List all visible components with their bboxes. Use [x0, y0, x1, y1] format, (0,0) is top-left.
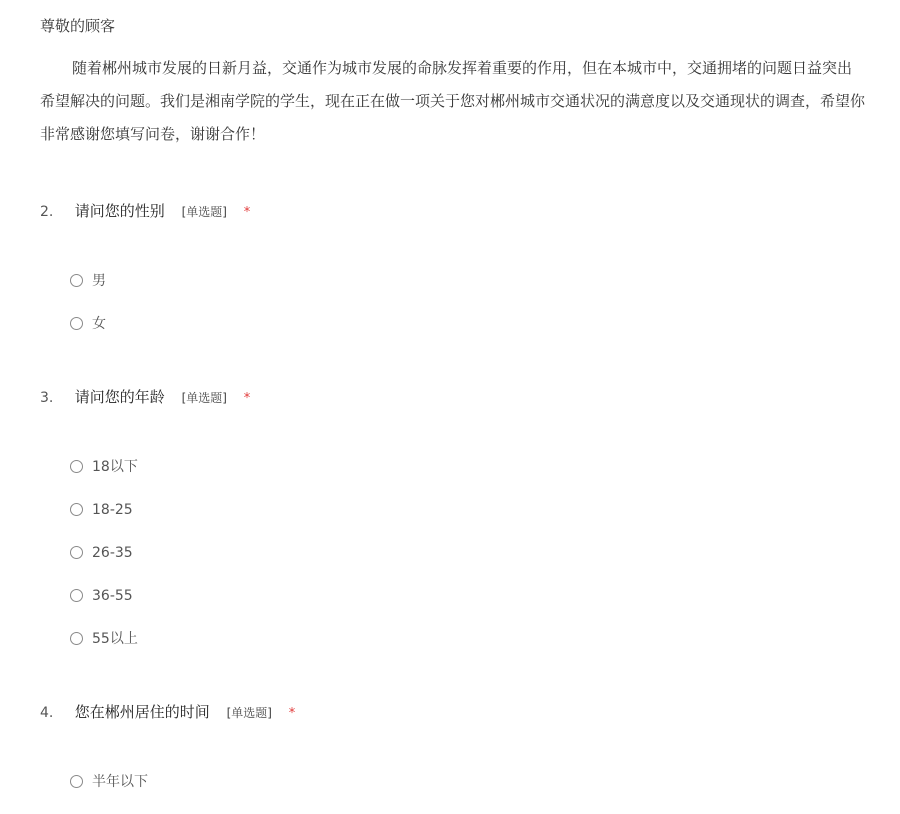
- greeting: 尊敬的顾客: [40, 17, 116, 35]
- radio-circle-icon[interactable]: [70, 775, 83, 788]
- question-number: 2.: [40, 204, 54, 220]
- question-text: 请问您的年龄: [74, 388, 165, 406]
- required-marker: *: [243, 391, 251, 406]
- radio-option-female[interactable]: [70, 313, 106, 356]
- question-text: 您在郴州居住的时间: [74, 703, 210, 721]
- radio-option-age-under-18[interactable]: [70, 456, 138, 499]
- option-label: 36-55: [92, 588, 133, 604]
- required-marker: *: [243, 205, 251, 220]
- question-number: 3.: [40, 390, 54, 406]
- question-title: [40, 385, 860, 409]
- question-number: 4.: [40, 705, 54, 721]
- option-label: 55以上: [92, 631, 138, 647]
- options-list: [70, 270, 106, 356]
- option-label: 男: [92, 273, 106, 289]
- options-list: [70, 771, 148, 814]
- question-type-tag: [单选题]: [226, 706, 272, 720]
- intro-line: 随着郴州城市发展的日新月益，交通作为城市发展的命脉发挥着重要的作用，但在本城市中，交通拥堵的问题日益突出: [72, 59, 853, 77]
- question-type-tag: [单选题]: [181, 391, 227, 405]
- radio-circle-icon[interactable]: [70, 460, 83, 473]
- question-title: [40, 199, 860, 223]
- survey-intro: [40, 14, 900, 151]
- question-gender: [40, 199, 860, 332]
- option-label: 26-35: [92, 545, 133, 561]
- question-title: [40, 700, 860, 724]
- radio-option-male[interactable]: [70, 270, 106, 313]
- option-label: 18以下: [92, 459, 138, 475]
- radio-circle-icon[interactable]: [70, 589, 83, 602]
- radio-option-age-26-35[interactable]: [70, 542, 138, 585]
- radio-circle-icon[interactable]: [70, 274, 83, 287]
- radio-option-age-over-55[interactable]: [70, 628, 138, 671]
- radio-option-age-18-25[interactable]: [70, 499, 138, 542]
- question-age: [40, 385, 860, 647]
- radio-circle-icon[interactable]: [70, 546, 83, 559]
- required-marker: *: [288, 706, 296, 721]
- radio-circle-icon[interactable]: [70, 503, 83, 516]
- option-label: 女: [92, 316, 106, 332]
- intro-paragraph: [40, 52, 900, 151]
- intro-line: 非常感谢您填写问卷，谢谢合作！: [40, 125, 266, 143]
- question-residence-time: [40, 700, 860, 790]
- radio-option-under-half-year[interactable]: [70, 771, 148, 814]
- options-list: [70, 456, 138, 671]
- intro-line: 希望解决的问题。我们是湘南学院的学生，现在正在做一项关于您对郴州城市交通状况的满意度以及交通现状的调查，希望你: [40, 92, 866, 110]
- radio-circle-icon[interactable]: [70, 632, 83, 645]
- radio-option-age-36-55[interactable]: [70, 585, 138, 628]
- question-type-tag: [单选题]: [181, 205, 227, 219]
- option-label: 18-25: [92, 502, 133, 518]
- option-label: 半年以下: [92, 774, 148, 790]
- question-text: 请问您的性别: [74, 202, 165, 220]
- radio-circle-icon[interactable]: [70, 317, 83, 330]
